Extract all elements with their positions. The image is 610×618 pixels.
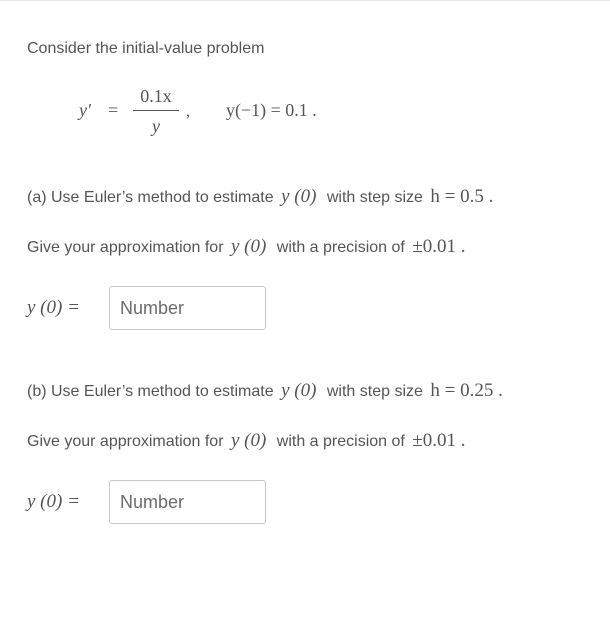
part-b-precision-middle: with a precision of: [276, 433, 405, 450]
part-a-target: y (0): [281, 186, 317, 207]
top-divider: [0, 0, 610, 1]
part-a-precision-target: y (0): [230, 236, 267, 257]
equation-lhs: y′: [79, 100, 91, 120]
fraction-denominator: y: [152, 116, 160, 136]
initial-condition: y(−1) = 0.1 .: [226, 100, 317, 120]
part-a-answer-input[interactable]: [109, 286, 266, 330]
part-a-prompt-prefix: (a) Use Euler’s method to estimate: [27, 189, 274, 206]
part-a-answer-label: y (0) =: [27, 297, 80, 318]
part-b-precision-value: ±0.01 .: [412, 430, 466, 451]
fraction-numerator: 0.1x: [140, 86, 172, 106]
part-b-precision-prefix: Give your approximation for: [27, 433, 224, 450]
equation-comma: ,: [186, 103, 190, 120]
intro-text: Consider the initial-value problem: [27, 40, 265, 57]
part-b-prompt-middle: with step size: [326, 383, 423, 400]
part-b-prompt: [27, 381, 503, 402]
part-b-precision-target: y (0): [230, 430, 267, 451]
part-b-step: h = 0.25 .: [430, 380, 503, 401]
part-b-precision: [27, 431, 465, 452]
equation-equals: =: [108, 100, 119, 120]
fraction-bar: [133, 110, 179, 111]
part-b-answer-label: y (0) =: [27, 491, 80, 512]
part-a-prompt: [27, 187, 493, 208]
part-a-precision-prefix: Give your approximation for: [27, 239, 224, 256]
part-b-prompt-prefix: (b) Use Euler’s method to estimate: [27, 383, 274, 400]
part-a-step: h = 0.5 .: [430, 186, 494, 207]
part-b-answer-input[interactable]: [109, 480, 266, 524]
part-a-prompt-middle: with step size: [326, 189, 423, 206]
part-b-target: y (0): [281, 380, 317, 401]
part-a-precision-value: ±0.01 .: [412, 236, 466, 257]
part-a-precision: [27, 237, 465, 258]
part-a-precision-middle: with a precision of: [276, 239, 405, 256]
